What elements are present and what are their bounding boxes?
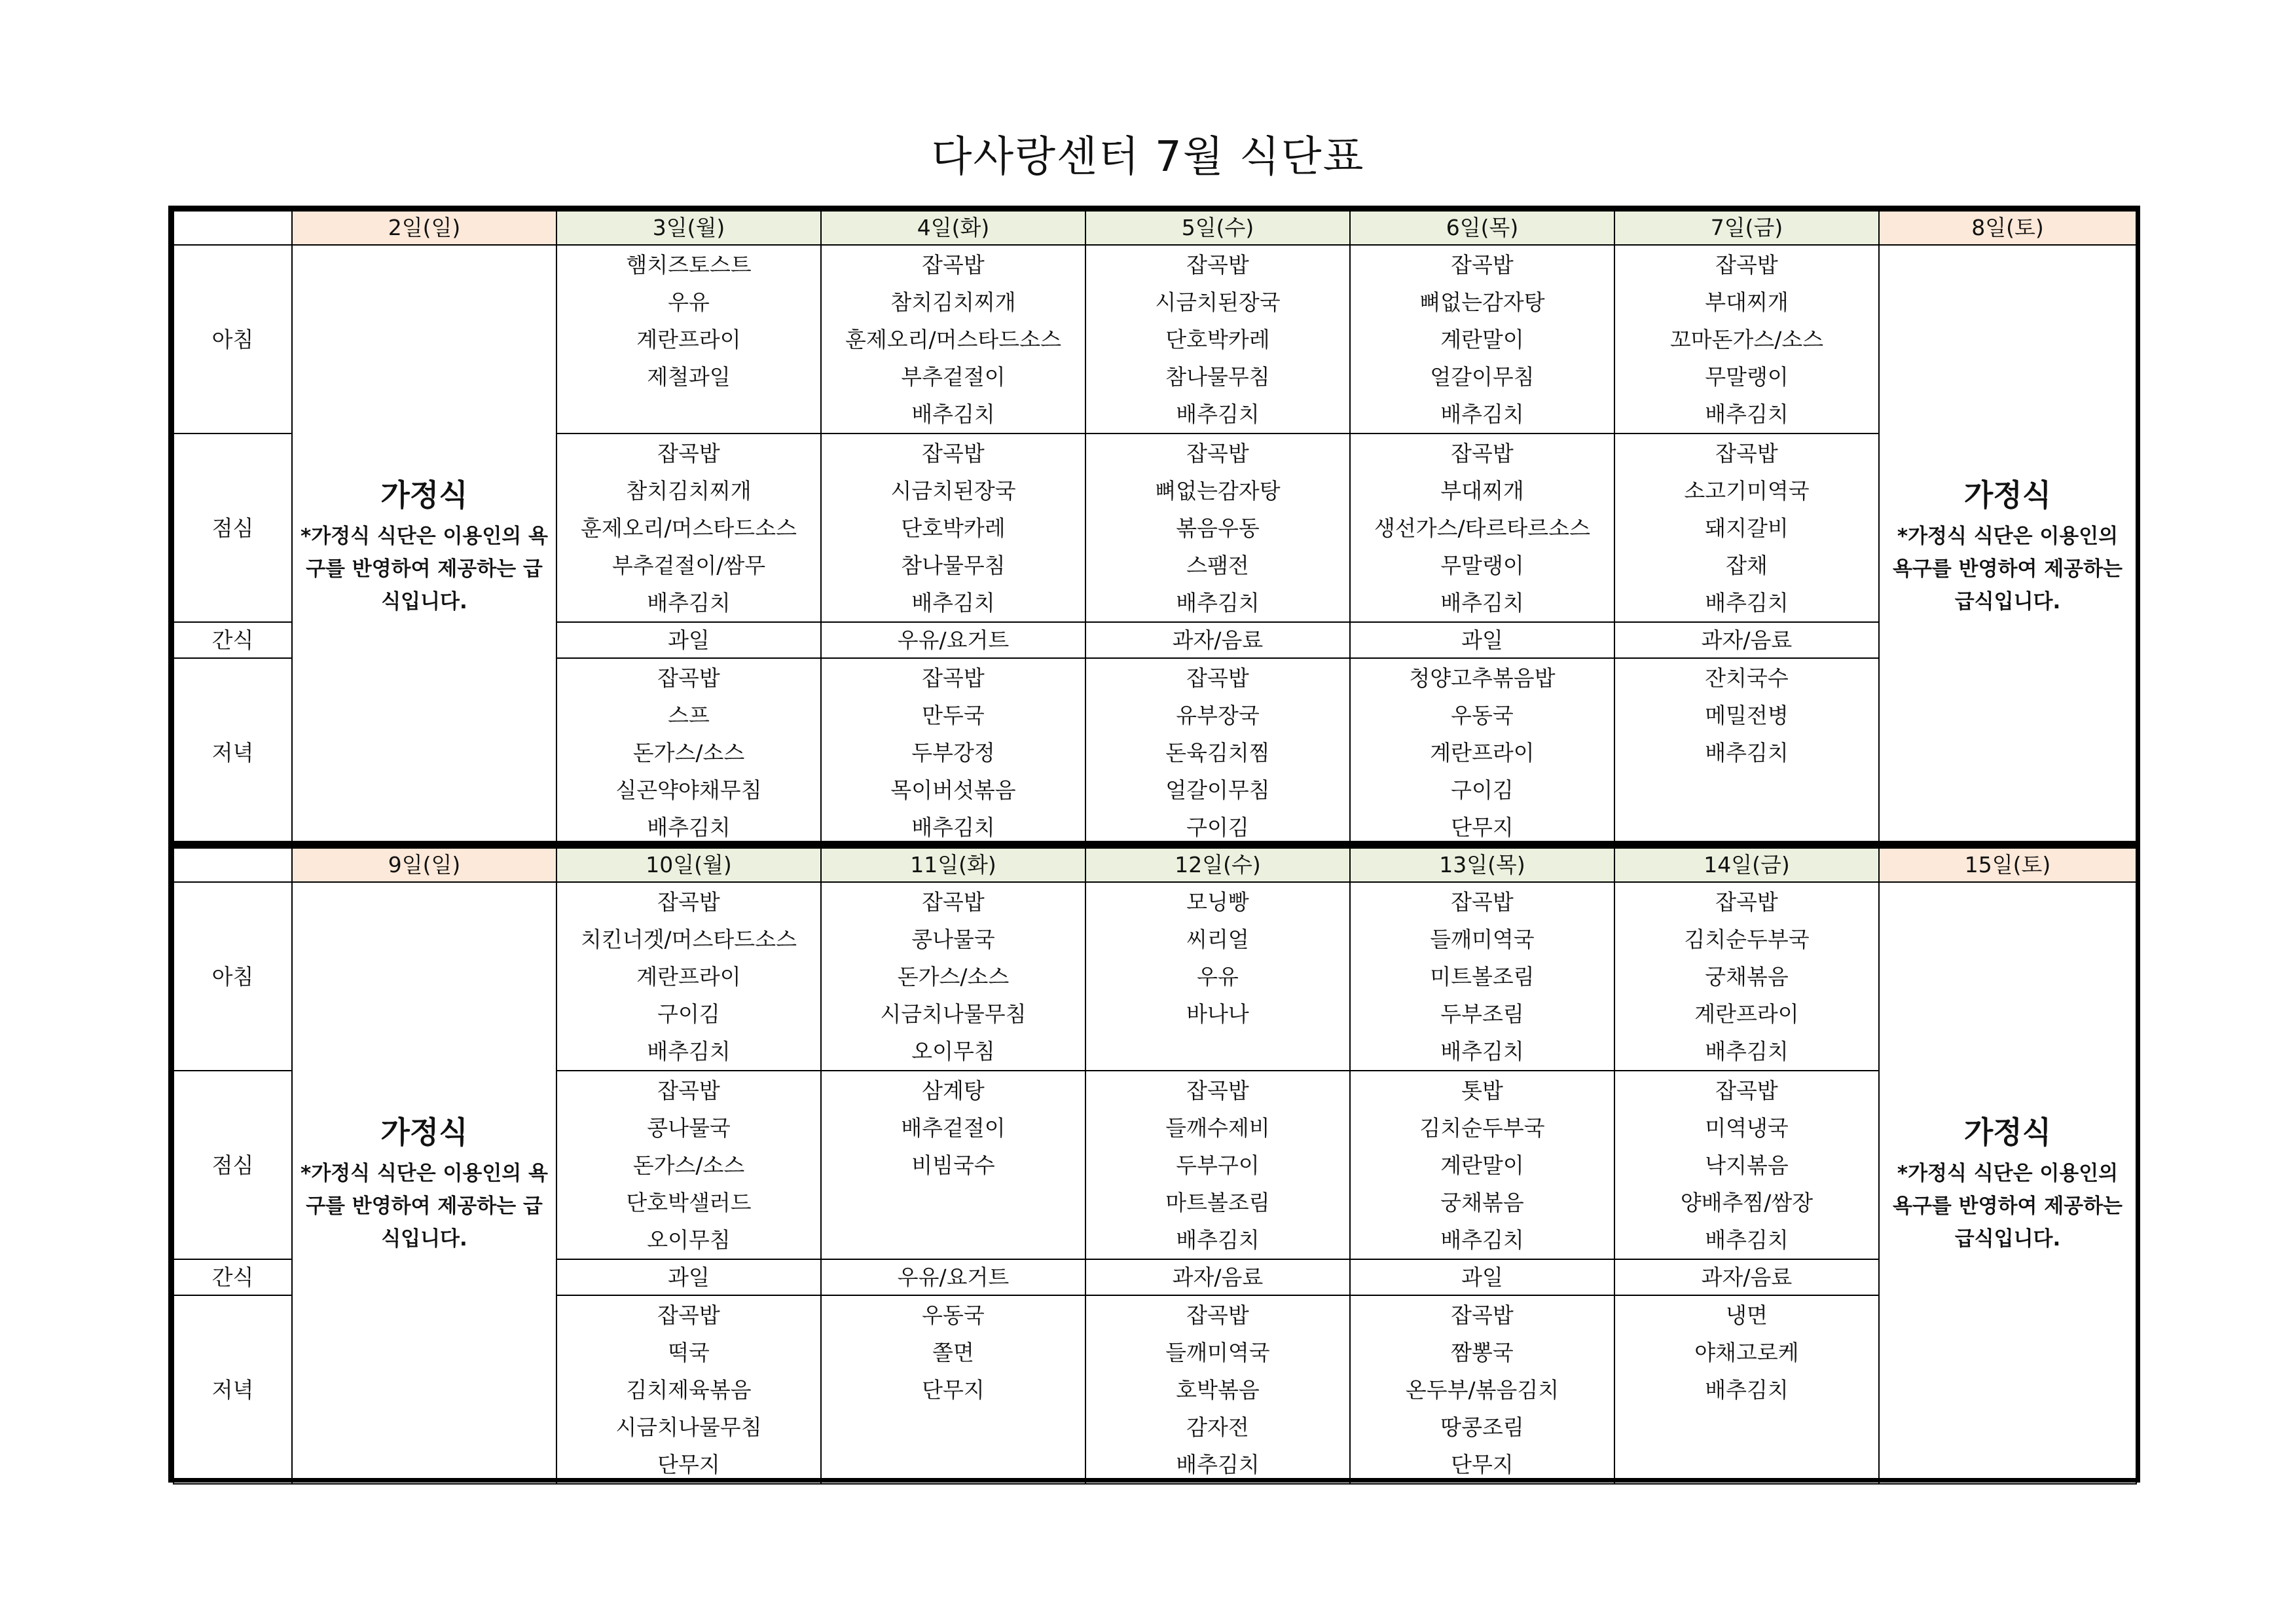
menu-item: 배추김치 [1176, 1227, 1260, 1253]
menu-item: 볶음우동 [1176, 515, 1260, 541]
snack-cell: 우유/요거트 [821, 1259, 1085, 1295]
home-meal-cell [292, 882, 556, 1484]
menu-item: 냉면 [1726, 1302, 1768, 1328]
menu-item: 콩나물국 [647, 1115, 731, 1141]
menu-item: 훈제오리/머스타드소스 [581, 515, 797, 541]
day-header: 9일(일) [292, 848, 556, 882]
menu-item: 계란프라이 [636, 964, 741, 989]
menu-item: 참나물무침 [901, 553, 1006, 578]
menu-item: 부추겉절이/쌈무 [611, 553, 766, 578]
menu-item: 잡곡밥 [657, 889, 720, 915]
snack-cell: 과자/음료 [1614, 1259, 1879, 1295]
day-header: 3일(월) [556, 211, 821, 245]
menu-item: 잔치국수 [1705, 665, 1789, 691]
menu-cell [556, 1295, 821, 1484]
menu-item: 잡채 [1726, 553, 1768, 578]
menu-cell [1614, 434, 1879, 622]
menu-item: 제철과일 [647, 364, 731, 390]
menu-item: 구이김 [1186, 815, 1249, 840]
menu-item: 돈가스/소스 [897, 964, 1010, 989]
meal-label-breakfast: 아침 [173, 882, 292, 1071]
menu-item: 잡곡밥 [657, 665, 720, 691]
menu-item: 계란프라이 [636, 327, 741, 352]
snack-cell: 우유/요거트 [821, 622, 1085, 658]
menu-item: 참치김치찌개 [626, 478, 752, 504]
corner-cell [173, 848, 292, 882]
menu-item: 양배추찜/쌈장 [1680, 1190, 1813, 1215]
menu-item: 치킨너겟/머스타드소스 [581, 927, 797, 952]
menu-item: 배추김치 [1440, 1039, 1524, 1064]
menu-item: 두부구이 [1176, 1153, 1260, 1178]
menu-item: 스팸전 [1186, 553, 1249, 578]
menu-item: 계란프라이 [1430, 740, 1535, 766]
menu-item: 잡곡밥 [1451, 441, 1514, 466]
menu-item: 잡곡밥 [1186, 1302, 1249, 1328]
menu-item: 무말랭이 [1705, 364, 1789, 390]
snack-cell: 과일 [556, 1259, 821, 1295]
menu-item: 낙지볶음 [1705, 1153, 1789, 1178]
week-table-2 [168, 843, 2140, 1483]
menu-item: 잡곡밥 [922, 665, 985, 691]
menu-item: 우유 [1197, 964, 1239, 989]
snack-cell: 과일 [1350, 1259, 1614, 1295]
menu-cell [556, 658, 821, 847]
meal-label-lunch: 점심 [173, 434, 292, 622]
snack-cell: 과일 [556, 622, 821, 658]
menu-item: 잡곡밥 [1451, 252, 1514, 278]
menu-cell [1350, 882, 1614, 1071]
menu-item: 잡곡밥 [1715, 1078, 1778, 1103]
menu-item: 우유 [668, 289, 710, 315]
menu-item: 배추김치 [647, 590, 731, 616]
menu-item: 온두부/볶음김치 [1405, 1377, 1559, 1403]
menu-item: 구이김 [1451, 777, 1514, 803]
menu-item: 단호박샐러드 [626, 1190, 752, 1215]
day-header: 5일(수) [1085, 211, 1350, 245]
menu-item: 뼈없는감자탕 [1155, 478, 1281, 504]
menu-item: 궁채볶음 [1440, 1190, 1524, 1215]
menu-item: 두부강정 [911, 740, 995, 766]
menu-item: 오이무침 [911, 1039, 995, 1064]
menu-item: 잡곡밥 [1451, 1302, 1514, 1328]
menu-cell [1350, 1295, 1614, 1484]
menu-item: 실곤약야채무침 [615, 777, 762, 803]
day-header: 8일(토) [1879, 211, 2136, 245]
menu-item: 두부조림 [1440, 1001, 1524, 1027]
meal-label-dinner: 저녁 [173, 1295, 292, 1484]
menu-item: 메밀전병 [1705, 703, 1789, 728]
menu-item: 배추김치 [1705, 1039, 1789, 1064]
menu-item: 들깨미역국 [1430, 927, 1535, 952]
snack-cell: 과자/음료 [1085, 1259, 1350, 1295]
menu-item: 배추김치 [1440, 590, 1524, 616]
menu-item: 훈제오리/머스타드소스 [845, 327, 1061, 352]
home-meal-title: 가정식 [1963, 1114, 2052, 1150]
day-header: 11일(화) [821, 848, 1085, 882]
menu-item: 김치제육볶음 [626, 1377, 752, 1403]
menu-item: 배추김치 [1705, 740, 1789, 766]
home-meal-note: *가정식 식단은 이용인의 욕구를 반영하여 제공하는 급식입니다. [301, 1161, 548, 1251]
menu-item: 콩나물국 [911, 927, 995, 952]
menu-item: 잡곡밥 [1451, 889, 1514, 915]
menu-item: 김치순두부국 [1684, 927, 1810, 952]
menu-item: 단무지 [1451, 815, 1514, 840]
snack-cell: 과자/음료 [1614, 622, 1879, 658]
home-meal-cell [1879, 882, 2136, 1484]
menu-item: 우동국 [1451, 703, 1514, 728]
page-title: 다사랑센터 7월 식단표 [931, 133, 1365, 181]
menu-cell [821, 434, 1085, 622]
day-header: 6일(목) [1350, 211, 1614, 245]
day-header: 4일(화) [821, 211, 1085, 245]
menu-item: 배추김치 [1705, 590, 1789, 616]
day-header: 12일(수) [1085, 848, 1350, 882]
menu-item: 배추김치 [1705, 1377, 1789, 1403]
menu-cell [1614, 1295, 1879, 1484]
menu-item: 바나나 [1186, 1001, 1249, 1027]
menu-item: 돼지갈비 [1705, 515, 1789, 541]
menu-item: 잡곡밥 [657, 1078, 720, 1103]
menu-item: 마트볼조림 [1165, 1190, 1270, 1215]
menu-item: 단호박카레 [1165, 327, 1270, 352]
menu-cell [821, 882, 1085, 1071]
menu-item: 시금치나물무침 [880, 1001, 1027, 1027]
home-meal-title: 가정식 [380, 1114, 468, 1150]
meal-label-snack: 간식 [173, 622, 292, 658]
menu-item: 무말랭이 [1440, 553, 1524, 578]
menu-cell [821, 658, 1085, 847]
meal-label-breakfast: 아침 [173, 245, 292, 434]
menu-item: 잡곡밥 [1715, 889, 1778, 915]
menu-item: 꼬마돈가스/소스 [1669, 327, 1824, 352]
menu-item: 배추김치 [911, 815, 995, 840]
menu-item: 배추김치 [1176, 401, 1260, 427]
menu-item: 배추김치 [1176, 1452, 1260, 1477]
menu-cell [1085, 1295, 1350, 1484]
menu-item: 생선가스/타르타르소스 [1374, 515, 1590, 541]
menu-item: 배추겉절이 [901, 1115, 1006, 1141]
meal-label-lunch: 점심 [173, 1071, 292, 1259]
menu-item: 부대찌개 [1705, 289, 1789, 315]
day-header: 7일(금) [1614, 211, 1879, 245]
menu-cell [1350, 434, 1614, 622]
menu-cell [821, 1071, 1085, 1259]
menu-item: 잡곡밥 [922, 252, 985, 278]
menu-cell [1350, 1071, 1614, 1259]
menu-item: 잡곡밥 [657, 1302, 720, 1328]
menu-item: 단무지 [922, 1377, 985, 1403]
menu-item: 부대찌개 [1440, 478, 1524, 504]
menu-cell [1350, 245, 1614, 434]
home-meal-title: 가정식 [380, 477, 468, 513]
day-header: 2일(일) [292, 211, 556, 245]
menu-item: 돈가스/소스 [632, 740, 745, 766]
menu-item: 호박볶음 [1176, 1377, 1260, 1403]
menu-cell [1614, 658, 1879, 847]
corner-cell [173, 211, 292, 245]
menu-item: 배추김치 [911, 590, 995, 616]
meal-label-dinner: 저녁 [173, 658, 292, 847]
menu-cell [1350, 658, 1614, 847]
home-meal-note: *가정식 식단은 이용인의 욕구를 반영하여 제공하는 급식입니다. [1893, 524, 2123, 614]
menu-item: 잡곡밥 [1715, 441, 1778, 466]
menu-item: 들깨미역국 [1165, 1340, 1270, 1365]
day-header: 13일(목) [1350, 848, 1614, 882]
menu-item: 김치순두부국 [1419, 1115, 1545, 1141]
menu-item: 부추겉절이 [901, 364, 1006, 390]
menu-item: 얼갈이무침 [1430, 364, 1535, 390]
menu-cell [1085, 245, 1350, 434]
menu-item: 단호박카레 [901, 515, 1006, 541]
menu-item: 잡곡밥 [657, 441, 720, 466]
menu-item: 톳밥 [1461, 1078, 1503, 1103]
menu-item: 배추김치 [1705, 1227, 1789, 1253]
menu-item: 삼계탕 [922, 1078, 985, 1103]
menu-item: 배추김치 [1176, 590, 1260, 616]
day-header: 14일(금) [1614, 848, 1879, 882]
day-header: 10일(월) [556, 848, 821, 882]
menu-item: 비빔국수 [911, 1153, 995, 1178]
menu-item: 계란말이 [1440, 1153, 1524, 1178]
menu-item: 잡곡밥 [922, 441, 985, 466]
home-meal-note: *가정식 식단은 이용인의 욕구를 반영하여 제공하는 급식입니다. [301, 524, 548, 614]
snack-cell: 과일 [1350, 622, 1614, 658]
menu-item: 잡곡밥 [1715, 252, 1778, 278]
menu-item: 배추김치 [1440, 401, 1524, 427]
menu-item: 야채고로케 [1694, 1340, 1799, 1365]
home-meal-cell [292, 245, 556, 847]
menu-item: 짬뽕국 [1451, 1340, 1514, 1365]
menu-cell [556, 1071, 821, 1259]
menu-item: 쫄면 [932, 1340, 974, 1365]
menu-cell [556, 882, 821, 1071]
menu-cell [1085, 1071, 1350, 1259]
menu-item: 잡곡밥 [922, 889, 985, 915]
menu-item: 들깨수제비 [1165, 1115, 1270, 1141]
menu-item: 배추김치 [647, 815, 731, 840]
menu-item: 소고기미역국 [1684, 478, 1810, 504]
menu-cell [821, 1295, 1085, 1484]
home-meal-note: *가정식 식단은 이용인의 욕구를 반영하여 제공하는 급식입니다. [1893, 1161, 2123, 1251]
home-meal-cell [1879, 245, 2136, 847]
menu-item: 참나물무침 [1165, 364, 1270, 390]
menu-item: 단무지 [1451, 1452, 1514, 1477]
menu-cell [556, 434, 821, 622]
menu-item: 햄치즈토스트 [626, 252, 752, 278]
menu-item: 계란말이 [1440, 327, 1524, 352]
menu-item: 단무지 [657, 1452, 720, 1477]
menu-item: 감자전 [1186, 1414, 1249, 1440]
menu-item: 잡곡밥 [1186, 665, 1249, 691]
menu-item: 우동국 [922, 1302, 985, 1328]
menu-item: 배추김치 [647, 1039, 731, 1064]
menu-item: 청양고추볶음밥 [1409, 665, 1556, 691]
menu-cell [821, 245, 1085, 434]
menu-item: 씨리얼 [1186, 927, 1249, 952]
menu-item: 배추김치 [1705, 401, 1789, 427]
menu-item: 돈가스/소스 [632, 1153, 745, 1178]
menu-item: 잡곡밥 [1186, 1078, 1249, 1103]
menu-item: 유부장국 [1176, 703, 1260, 728]
menu-item: 배추김치 [1440, 1227, 1524, 1253]
menu-item: 모닝빵 [1186, 889, 1249, 915]
menu-item: 계란프라이 [1694, 1001, 1799, 1027]
menu-item: 돈육김치찜 [1165, 740, 1270, 766]
menu-cell [1085, 658, 1350, 847]
menu-item: 미트볼조림 [1430, 964, 1535, 989]
menu-item: 땅콩조림 [1440, 1414, 1524, 1440]
menu-cell [1614, 245, 1879, 434]
menu-item: 목이버섯볶음 [890, 777, 1016, 803]
home-meal-title: 가정식 [1963, 477, 2052, 513]
menu-item: 뼈없는감자탕 [1419, 289, 1545, 315]
menu-cell [1085, 882, 1350, 1071]
day-header: 15일(토) [1879, 848, 2136, 882]
menu-item: 잡곡밥 [1186, 441, 1249, 466]
snack-cell: 과자/음료 [1085, 622, 1350, 658]
menu-item: 시금치나물무침 [615, 1414, 762, 1440]
meal-label-snack: 간식 [173, 1259, 292, 1295]
menu-item: 잡곡밥 [1186, 252, 1249, 278]
menu-item: 참치김치찌개 [890, 289, 1016, 315]
menu-cell [1614, 1071, 1879, 1259]
menu-cell [1614, 882, 1879, 1071]
menu-item: 시금치된장국 [890, 478, 1016, 504]
menu-item: 시금치된장국 [1155, 289, 1281, 315]
menu-item: 만두국 [922, 703, 985, 728]
menu-cell [1085, 434, 1350, 622]
menu-cell [556, 245, 821, 434]
menu-item: 스프 [668, 703, 710, 728]
week-table-1 [168, 206, 2140, 845]
menu-item: 얼갈이무침 [1165, 777, 1270, 803]
menu-item: 배추김치 [911, 401, 995, 427]
menu-item: 오이무침 [647, 1227, 731, 1253]
menu-item: 떡국 [668, 1340, 710, 1365]
menu-item: 구이김 [657, 1001, 720, 1027]
menu-item: 궁채볶음 [1705, 964, 1789, 989]
menu-item: 미역냉국 [1705, 1115, 1789, 1141]
